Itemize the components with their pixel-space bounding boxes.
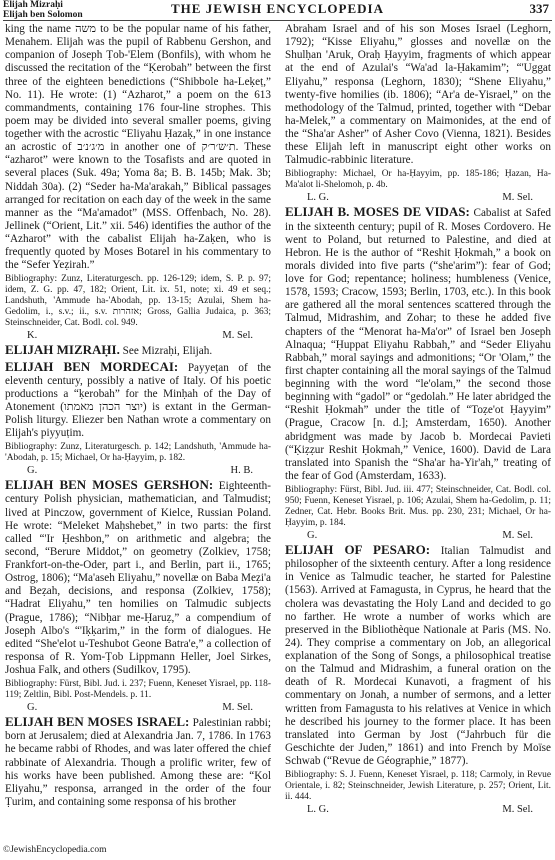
publication-title: THE JEWISH ENCYCLOPEDIA: [171, 1, 384, 16]
entry-text: See Mizraḥi, Elijah.: [122, 345, 213, 358]
right-column: [285, 23, 551, 816]
signature: [5, 701, 271, 714]
sig-author: M. Sel.: [502, 530, 533, 541]
sig-author: M. Sel.: [222, 330, 253, 342]
sig-initials: G.: [27, 702, 38, 714]
signature: [5, 464, 271, 477]
entry-continuation-text: Abraham Israel and of his son Moses Israel (Leghorn, 1792); “Kisse Eliyahu,” glosses and novellæ on the Shulḥan 'Aruk, Oraḥ Ḥayyim, fragments of which appear at the end of Azulai's “Wa'ad la-Ḥakamim”; “'Uggat Eliyahu,” responsa (Leghorn, 1830); “Shene Eliyahu,” twenty-five homilies (ib. 1806); “Ar'a de-Yisrael,” on the methodology of the Talmud, printed, together with “Debar ha-Melek,” a commentary on Maimonides, at the end of the “Sha'ar Asher” of Asher Covo (Vienna, 1821). Besides these Elijah left in manuscript eight other works on Talmudic-rabbinic literature.: [285, 23, 551, 167]
running-head-first: Elijah Mizraḥi: [3, 0, 63, 10]
bibliography: Bibliography: Fürst, Bibl. Jud. iii. 477; Steinschneider, Cat. Bodl. col. 950; Fuenn, Keneset Yisrael, p. 106; Azulai, Shem ha-Gedolim, p. 11; Zedner, Cat. Hebr. Books Brit. Mus. pp. 230, 231; Michael, Or ha-Ḥayyim, p. 184.: [285, 485, 551, 528]
signature: [285, 191, 551, 204]
entry-title: ELIJAH BEN MOSES ISRAEL:: [5, 714, 190, 730]
entry-text: Eighteenth-century Polish physician, mathematician, and Talmudist; lived at Pinczow, government of Kielce, Russian Poland. He wrote: “Meleket Maḥshebet,” in two parts: the first called “'Ir Ḥeshbon,” on arithmetic and algebra; the second, “Berure Middot,” on geometry (Zolkiev, 1758; Frankfort-on-the-Oder, part i., and Berlin, part ii., 1765; Ostrog, 1806); “Ma'aseh Eliyahu,” novellæ on Baba Meẓi'a and Beẓah, decisions, and responsa (Zolkiev, 1758); “Hadrat Eliyahu,” ten homilies on Talmudic subjects (Prague, 1786); “Nibḥar me-Ḥaruẓ,” a compendium of Joseph Albo's “'Iḳḳarim,” in the form of dialogues. He edited “She'elot u-Teshubot Geone Batra'e,” a collection of responsa of R. Yom-Ṭob Lippmann Heller, Joel Sirkes, Joshua Falk, and others (Sudilkov, 1795).: [5, 480, 271, 676]
entry-title: ELIJAH OF PESARO:: [285, 542, 431, 557]
bibliography: Bibliography: Fürst, Bibl. Jud. i. 237; Fuenn, Keneset Yisrael, pp. 118-119; Zeltlin, Bibl. Post-Mendels. p. 11.: [5, 679, 271, 701]
bibliography: Bibliography: Zunz, Literaturgesch. p. 142; Landshuth, 'Ammude ha-'Abodah, p. 15; Michael, Or ha-Ḥayyim, p. 182.: [5, 442, 271, 464]
signature: [285, 803, 551, 816]
sig-initials: G.: [307, 530, 318, 541]
entry-title: ELIJAH BEN MOSES GERSHON:: [5, 477, 214, 493]
entry-title: ELIJAH MIZRAḤI.: [5, 342, 120, 358]
entry-title: ELIJAH B. MOSES DE VIDAS:: [285, 204, 470, 220]
copyright-footer[interactable]: ©JewishEncyclopedia.com: [3, 845, 107, 855]
entry-text: Italian Talmudist and philosopher of the sixteenth century. After a long residence in Venice as Talmudic teacher, he started for Palestine (1563). Arrived at Famagusta, in Cyprus, he heard that the cholera was devastating the Holy Land and decided to go no farther. He wrote a number of works which are preserved in the Bibliothèque Nationale at Paris (MS. No. 24). They comprise a commentary on Job, an allegorical explanation of the Song of Songs, a philosophical treatise on the Talmud and Midrashim, a funeral oration on the death of R. Mordecai Kunavoti, a fragment of his commentary on Jonah, a number of sermons, and a letter written from Famagusta to his relatives at Venice in which he described his journey to the former place. It has been translated into German by Jost (“Jahrbuch für die Geschichte der Juden,” 1861) and into French by Moïse Schwab (“Revue de Géographie,” 1877).: [285, 545, 552, 767]
sig-initials: K.: [27, 330, 38, 342]
entry-text: Cabalist at Safed in the sixteenth century; pupil of R. Moses Cordovero. He went to Poland, but returned to Palestine, and died at Hebron. He is the author of “Reshit Ḥokmah,” a book on morals divided into five parts (“she'arim”): fear of God; love for God; repentance; holiness; humbleness (Venice, 1578, 1593; Cracow, 1593; Berlin, 1703, etc.). In this book are gathered all the moral sentences scattered through the Talmud, Midrashim, and Zohar; to these he added five chapters of the “Menorat ha-Ma'or” of Israel ben Joseph Alnaqua; “Ḥuppat Eliyahu Rabbah,” and “Seder Eliyahu Rabbah,” moral sayings and admonitions; “Or 'Olam,” the first chapter containing all the moral sayings of the Talmud beginning with the word “le'olam,” the second those beginning with “gadol” or “gedolah.” He later abridged the “Reshit Ḥokmah” under the title of “Toẓe'ot Ḥayyim” (Prague, Cracow [n. d.]; Amsterdam, 1650). Another abridgment was made by Jacob b. Mordecai Pavieti (“Ḳiẓẓur Reshit Ḥokmah,” Venice, 1600). David de Lara translated into Spanish the “Sha'ar ha-Yir'ah,” treating of the fear of God (Amsterdam, 1633).: [285, 207, 552, 482]
entry-continuation-text: king the name משה to be the popular name of his father, Menahem. Elijah was the pupil of Rabbenu Gershon, and companion of Joseph Ṭob-'Elem (Bonfils), with whom he discussed the recitation of the “Ḳerobah” between the first three of the eighteen benedictions (“Shibbole ha-Leḳeṭ,” No. 11). He wrote: (1) “Azharot,” a poem on the 613 commandments, containing 176 four-line strophes. This poem may be divided into several smaller poems, giving together with the acrostic “Eliyahu Ḥazaḳ,” in one instance an acrostic of מ׳ג׳נ׳ב in another one of ת׳ש׳ר׳ק. These “azharot” were known to the Tosafists and are quoted in several places (Suk. 49a; Yoma 8a; B. B. 145b; Mak. 3b; Niddah 30a). (2) “Seder ha-Ma'arakah,” Biblical passages arranged for recitation on each day of the week in the same manner as the “Ma'amadot” (MSS. Offenbach, No. 28). Jellinek (“Orient, Lit.” xii. 546) identifies the author of the “Azharot” with the cabalist Elijah ha-Zaḳen, who is frequently quoted by Moses Botarel in his commentary to the “Sefer Yeẓirah.”: [5, 23, 271, 272]
entry-text: Palestinian rabbi; born at Jerusalem; died at Alexandria Jan. 7, 1786. In 1763 he became rabbi of Rhodes, and was later offered the chief rabbinate of Alexandria. Though a prolific writer, few of his works have been published. Among these are: “Ḳol Eliyahu,” responsa, arranged in the order of the four Ṭurim, and containing some responsa of his brother: [5, 717, 271, 808]
page-number: 337: [529, 1, 549, 16]
sig-author: M. Sel.: [502, 804, 533, 816]
entry-title: ELIJAH BEN MORDECAI:: [5, 358, 179, 374]
sig-initials: L. G.: [307, 804, 329, 816]
sig-author: M. Sel.: [502, 192, 533, 204]
sig-initials: L. G.: [307, 192, 329, 204]
bibliography: Bibliography: Michael, Or ha-Ḥayyim, pp. 185-186; Ḥazan, Ha-Ma'alot li-Shelomoh, p. 4b.: [285, 169, 551, 191]
bibliography: Bibliography: Zunz, Literaturgesch. pp. 126-129; idem, S. P. p. 97; idem, Z. G. pp. 47, 182; Orient, Lit. ix. 51, note; xi. 49 et seq.; Landshuth, 'Ammude ha-'Abodah, pp. 13-15; Azulai, Shem ha-Gedolim, i., s.v.; ii., s.v. אזהרות; Gross, Gallia Judaica, p. 363; Steinschneider, Cat. Bodl. col. 949.: [5, 274, 271, 329]
sig-initials: G.: [27, 465, 38, 477]
signature: [5, 329, 271, 342]
sig-author: H. B.: [230, 465, 253, 477]
entry-text: Payyeṭan of the eleventh century, possibly a native of Italy. Of his poetic productions a “ḳerobah” for the Minḥah of the Day of Atonement (יוצר הכהן מאמתו) is extant in the German-Polish liturgy. Eliezer ben Nathan wrote a commentary on Elijah's piyyuṭim.: [5, 361, 272, 440]
signature: [285, 529, 551, 542]
header-rule: [3, 20, 552, 21]
bibliography: Bibliography: S. J. Fuenn, Keneset Yisrael, p. 118; Carmoly, in Revue Orientale, i. 82; Steinschneider, Jewish Literature, p. 257; Orient, Lit. ii. 444.: [285, 770, 551, 803]
running-head-last: Elijah ben Solomon: [3, 10, 83, 20]
left-column: [5, 23, 271, 809]
sig-author: M. Sel.: [222, 702, 253, 714]
